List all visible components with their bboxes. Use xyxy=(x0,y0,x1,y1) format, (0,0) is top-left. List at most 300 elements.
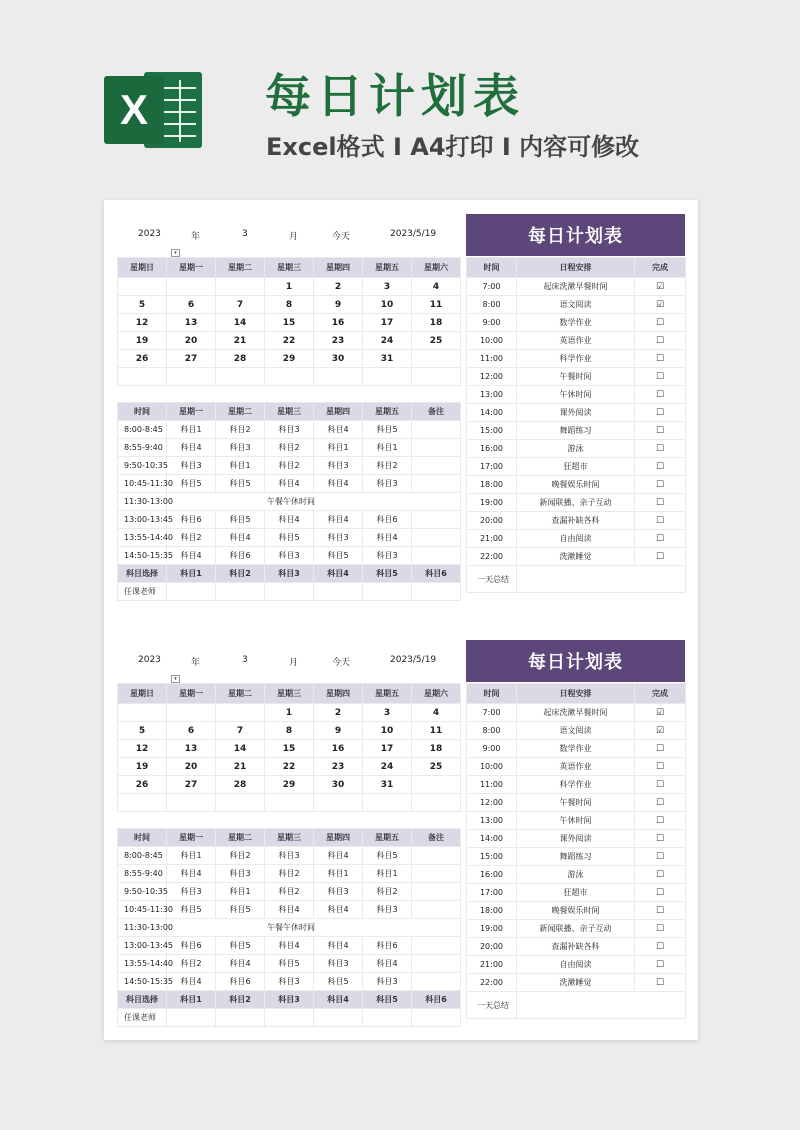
calendar-day[interactable] xyxy=(216,368,265,386)
schedule-cell[interactable]: 科目4 xyxy=(314,937,363,955)
plan-task[interactable]: 狂超市 xyxy=(517,884,635,902)
calendar-day[interactable]: 31 xyxy=(363,350,412,368)
schedule-cell[interactable]: 科目4 xyxy=(265,937,314,955)
teacher-cell[interactable] xyxy=(314,1009,363,1027)
checkbox-icon[interactable]: ☐ xyxy=(655,905,665,916)
plan-task[interactable]: 起床洗漱早餐时间 xyxy=(517,704,635,722)
calendar-day[interactable]: 24 xyxy=(363,332,412,350)
schedule-cell[interactable]: 14:50-15:35 xyxy=(118,973,167,991)
calendar-day[interactable] xyxy=(412,368,461,386)
schedule-cell[interactable]: 科目3 xyxy=(363,973,412,991)
plan-task[interactable]: 洗漱睡觉 xyxy=(517,548,635,566)
calendar-day[interactable]: 30 xyxy=(314,776,363,794)
calendar-day[interactable]: 16 xyxy=(314,740,363,758)
calendar-day[interactable] xyxy=(412,776,461,794)
schedule-cell[interactable]: 科目5 xyxy=(265,529,314,547)
schedule-cell[interactable]: 科目3 xyxy=(265,847,314,865)
schedule-cell[interactable]: 科目6 xyxy=(363,937,412,955)
calendar-day[interactable]: 23 xyxy=(314,758,363,776)
schedule-cell[interactable]: 8:55-9:40 xyxy=(118,439,167,457)
calendar-day[interactable]: 28 xyxy=(216,776,265,794)
calendar-day[interactable]: 26 xyxy=(118,350,167,368)
schedule-cell[interactable] xyxy=(412,865,461,883)
plan-done-checkbox[interactable] xyxy=(635,740,686,758)
plan-done-checkbox[interactable] xyxy=(635,956,686,974)
schedule-cell[interactable]: 13:55-14:40 xyxy=(118,955,167,973)
year-value[interactable]: 2023 xyxy=(138,655,161,665)
schedule-cell[interactable]: 科目6 xyxy=(216,547,265,565)
checkbox-icon[interactable]: ☐ xyxy=(655,515,665,526)
plan-task[interactable]: 新闻联播、亲子互动 xyxy=(517,920,635,938)
plan-task[interactable]: 课外阅读 xyxy=(517,830,635,848)
schedule-cell[interactable]: 科目1 xyxy=(216,457,265,475)
checkbox-icon[interactable]: ☐ xyxy=(655,389,665,400)
schedule-cell[interactable]: 科目3 xyxy=(265,547,314,565)
schedule-cell[interactable]: 科目5 xyxy=(314,973,363,991)
calendar-day[interactable]: 5 xyxy=(118,296,167,314)
schedule-cell[interactable]: 科目4 xyxy=(265,511,314,529)
calendar-day[interactable]: 15 xyxy=(265,314,314,332)
schedule-cell[interactable]: 科目3 xyxy=(363,547,412,565)
checkbox-icon[interactable]: ☑ xyxy=(655,707,665,718)
schedule-cell[interactable]: 8:00-8:45 xyxy=(118,847,167,865)
calendar-day[interactable] xyxy=(265,794,314,812)
calendar-day[interactable]: 4 xyxy=(412,704,461,722)
month-value[interactable]: 3 xyxy=(242,655,248,665)
plan-task[interactable]: 数学作业 xyxy=(517,314,635,332)
schedule-cell[interactable] xyxy=(412,439,461,457)
checkbox-icon[interactable]: ☐ xyxy=(655,497,665,508)
subject-select-cell[interactable]: 科目选择 xyxy=(118,991,167,1009)
schedule-cell[interactable] xyxy=(412,457,461,475)
schedule-cell[interactable] xyxy=(412,529,461,547)
schedule-cell[interactable] xyxy=(412,901,461,919)
checkbox-icon[interactable]: ☐ xyxy=(655,533,665,544)
calendar-day[interactable] xyxy=(167,794,216,812)
schedule-cell[interactable] xyxy=(412,955,461,973)
calendar-day[interactable] xyxy=(363,794,412,812)
checkbox-icon[interactable]: ☐ xyxy=(655,923,665,934)
plan-done-checkbox[interactable] xyxy=(635,938,686,956)
calendar-day[interactable]: 1 xyxy=(265,278,314,296)
subject-select-cell[interactable]: 科目4 xyxy=(314,565,363,583)
schedule-cell[interactable]: 科目6 xyxy=(363,511,412,529)
plan-task[interactable]: 查漏补缺各科 xyxy=(517,512,635,530)
plan-task[interactable]: 游泳 xyxy=(517,440,635,458)
dropdown-arrow-icon[interactable]: ▾ xyxy=(171,675,180,683)
calendar-day[interactable]: 15 xyxy=(265,740,314,758)
calendar-day[interactable]: 3 xyxy=(363,278,412,296)
calendar-day[interactable]: 23 xyxy=(314,332,363,350)
year-value[interactable]: 2023 xyxy=(138,229,161,239)
schedule-cell[interactable]: 13:00-13:45 xyxy=(118,937,167,955)
plan-done-checkbox[interactable] xyxy=(635,512,686,530)
schedule-cell[interactable]: 科目5 xyxy=(314,547,363,565)
plan-task[interactable]: 狂超市 xyxy=(517,458,635,476)
calendar-day[interactable]: 16 xyxy=(314,314,363,332)
calendar-day[interactable]: 12 xyxy=(118,740,167,758)
plan-done-checkbox[interactable] xyxy=(635,458,686,476)
plan-done-checkbox[interactable] xyxy=(635,296,686,314)
schedule-cell[interactable]: 科目4 xyxy=(314,475,363,493)
calendar-day[interactable]: 11 xyxy=(412,296,461,314)
plan-task[interactable]: 语文阅读 xyxy=(517,722,635,740)
checkbox-icon[interactable]: ☐ xyxy=(655,335,665,346)
plan-task[interactable]: 科学作业 xyxy=(517,776,635,794)
subject-select-cell[interactable]: 科目6 xyxy=(412,565,461,583)
calendar-day[interactable]: 18 xyxy=(412,740,461,758)
calendar-day[interactable] xyxy=(216,704,265,722)
plan-done-checkbox[interactable] xyxy=(635,332,686,350)
schedule-cell[interactable]: 科目5 xyxy=(167,475,216,493)
calendar-day[interactable] xyxy=(363,368,412,386)
checkbox-icon[interactable]: ☐ xyxy=(655,851,665,862)
schedule-cell[interactable]: 科目3 xyxy=(167,883,216,901)
schedule-cell[interactable]: 科目5 xyxy=(216,937,265,955)
schedule-cell[interactable] xyxy=(412,475,461,493)
calendar-day[interactable] xyxy=(118,704,167,722)
teacher-cell[interactable] xyxy=(216,583,265,601)
calendar-day[interactable]: 10 xyxy=(363,296,412,314)
plan-task[interactable]: 晚餐娱乐时间 xyxy=(517,476,635,494)
teacher-cell[interactable] xyxy=(412,1009,461,1027)
schedule-cell[interactable]: 科目4 xyxy=(167,439,216,457)
calendar-day[interactable]: 2 xyxy=(314,278,363,296)
calendar-day[interactable]: 2 xyxy=(314,704,363,722)
schedule-cell[interactable]: 科目3 xyxy=(265,421,314,439)
checkbox-icon[interactable]: ☐ xyxy=(655,815,665,826)
checkbox-icon[interactable]: ☑ xyxy=(655,281,665,292)
plan-done-checkbox[interactable] xyxy=(635,848,686,866)
schedule-cell[interactable]: 科目2 xyxy=(216,421,265,439)
schedule-cell[interactable]: 科目2 xyxy=(265,457,314,475)
schedule-cell[interactable]: 科目4 xyxy=(216,529,265,547)
schedule-cell[interactable]: 科目2 xyxy=(363,883,412,901)
teacher-cell[interactable] xyxy=(314,583,363,601)
plan-done-checkbox[interactable] xyxy=(635,494,686,512)
plan-done-checkbox[interactable] xyxy=(635,548,686,566)
plan-task[interactable]: 午休时间 xyxy=(517,386,635,404)
plan-done-checkbox[interactable] xyxy=(635,404,686,422)
calendar-day[interactable]: 4 xyxy=(412,278,461,296)
schedule-cell[interactable]: 科目2 xyxy=(265,439,314,457)
schedule-cell[interactable]: 10:45-11:30 xyxy=(118,901,167,919)
teacher-cell[interactable] xyxy=(167,583,216,601)
calendar-day[interactable]: 29 xyxy=(265,350,314,368)
checkbox-icon[interactable]: ☐ xyxy=(655,833,665,844)
checkbox-icon[interactable]: ☐ xyxy=(655,797,665,808)
plan-task[interactable]: 英语作业 xyxy=(517,332,635,350)
checkbox-icon[interactable]: ☐ xyxy=(655,461,665,472)
calendar-day[interactable]: 27 xyxy=(167,776,216,794)
calendar-day[interactable]: 30 xyxy=(314,350,363,368)
schedule-cell[interactable]: 科目2 xyxy=(265,883,314,901)
calendar-day[interactable]: 12 xyxy=(118,314,167,332)
plan-task[interactable]: 洗漱睡觉 xyxy=(517,974,635,992)
plan-task[interactable]: 晚餐娱乐时间 xyxy=(517,902,635,920)
schedule-cell[interactable]: 科目4 xyxy=(363,955,412,973)
schedule-cell[interactable]: 科目4 xyxy=(167,865,216,883)
schedule-cell[interactable]: 8:55-9:40 xyxy=(118,865,167,883)
schedule-cell[interactable]: 科目4 xyxy=(314,421,363,439)
plan-done-checkbox[interactable] xyxy=(635,794,686,812)
calendar-day[interactable]: 14 xyxy=(216,740,265,758)
calendar-day[interactable] xyxy=(167,704,216,722)
schedule-cell[interactable]: 科目3 xyxy=(265,973,314,991)
plan-done-checkbox[interactable] xyxy=(635,974,686,992)
schedule-cell[interactable]: 科目5 xyxy=(265,955,314,973)
checkbox-icon[interactable]: ☐ xyxy=(655,959,665,970)
teacher-cell[interactable] xyxy=(167,1009,216,1027)
schedule-cell[interactable] xyxy=(412,547,461,565)
schedule-cell[interactable]: 科目4 xyxy=(167,973,216,991)
subject-select-cell[interactable]: 科目4 xyxy=(314,991,363,1009)
calendar-day[interactable] xyxy=(167,278,216,296)
schedule-cell[interactable]: 科目4 xyxy=(314,901,363,919)
plan-task[interactable]: 英语作业 xyxy=(517,758,635,776)
plan-done-checkbox[interactable] xyxy=(635,812,686,830)
checkbox-icon[interactable]: ☐ xyxy=(655,761,665,772)
teacher-cell[interactable] xyxy=(363,1009,412,1027)
summary-cell[interactable] xyxy=(517,992,686,1019)
schedule-cell[interactable]: 科目2 xyxy=(265,865,314,883)
checkbox-icon[interactable]: ☑ xyxy=(655,299,665,310)
teacher-cell[interactable] xyxy=(412,583,461,601)
schedule-cell[interactable]: 科目3 xyxy=(314,529,363,547)
checkbox-icon[interactable]: ☐ xyxy=(655,887,665,898)
teacher-cell[interactable] xyxy=(265,583,314,601)
calendar-day[interactable]: 19 xyxy=(118,332,167,350)
calendar-day[interactable]: 20 xyxy=(167,332,216,350)
checkbox-icon[interactable]: ☐ xyxy=(655,407,665,418)
schedule-cell[interactable]: 科目4 xyxy=(216,955,265,973)
plan-task[interactable]: 新闻联播、亲子互动 xyxy=(517,494,635,512)
calendar-day[interactable]: 29 xyxy=(265,776,314,794)
schedule-cell[interactable] xyxy=(412,883,461,901)
calendar-day[interactable]: 9 xyxy=(314,722,363,740)
subject-select-cell[interactable]: 科目2 xyxy=(216,991,265,1009)
schedule-cell[interactable]: 10:45-11:30 xyxy=(118,475,167,493)
checkbox-icon[interactable]: ☐ xyxy=(655,425,665,436)
checkbox-icon[interactable]: ☐ xyxy=(655,353,665,364)
subject-select-cell[interactable]: 科目5 xyxy=(363,565,412,583)
schedule-cell[interactable]: 科目5 xyxy=(216,511,265,529)
plan-task[interactable]: 数学作业 xyxy=(517,740,635,758)
plan-task[interactable]: 自由阅读 xyxy=(517,530,635,548)
calendar-day[interactable]: 22 xyxy=(265,758,314,776)
plan-done-checkbox[interactable] xyxy=(635,776,686,794)
checkbox-icon[interactable]: ☐ xyxy=(655,551,665,562)
plan-task[interactable]: 舞蹈练习 xyxy=(517,422,635,440)
schedule-cell[interactable]: 13:55-14:40 xyxy=(118,529,167,547)
plan-done-checkbox[interactable] xyxy=(635,530,686,548)
plan-done-checkbox[interactable] xyxy=(635,830,686,848)
calendar-day[interactable]: 5 xyxy=(118,722,167,740)
plan-done-checkbox[interactable] xyxy=(635,758,686,776)
schedule-cell[interactable]: 科目3 xyxy=(216,865,265,883)
subject-select-cell[interactable]: 科目6 xyxy=(412,991,461,1009)
schedule-cell[interactable]: 科目3 xyxy=(314,883,363,901)
calendar-day[interactable]: 19 xyxy=(118,758,167,776)
plan-task[interactable]: 游泳 xyxy=(517,866,635,884)
schedule-cell[interactable]: 14:50-15:35 xyxy=(118,547,167,565)
plan-done-checkbox[interactable] xyxy=(635,476,686,494)
calendar-day[interactable] xyxy=(216,794,265,812)
calendar-day[interactable]: 8 xyxy=(265,296,314,314)
calendar-day[interactable]: 9 xyxy=(314,296,363,314)
plan-done-checkbox[interactable] xyxy=(635,866,686,884)
calendar-day[interactable]: 24 xyxy=(363,758,412,776)
plan-task[interactable]: 语文阅读 xyxy=(517,296,635,314)
calendar-day[interactable] xyxy=(412,794,461,812)
plan-task[interactable]: 起床洗漱早餐时间 xyxy=(517,278,635,296)
plan-task[interactable]: 舞蹈练习 xyxy=(517,848,635,866)
schedule-cell[interactable] xyxy=(412,973,461,991)
calendar-day[interactable]: 27 xyxy=(167,350,216,368)
plan-task[interactable]: 午休时间 xyxy=(517,812,635,830)
schedule-cell[interactable]: 13:00-13:45 xyxy=(118,511,167,529)
calendar-day[interactable]: 13 xyxy=(167,740,216,758)
schedule-cell[interactable]: 科目3 xyxy=(363,901,412,919)
calendar-day[interactable]: 21 xyxy=(216,758,265,776)
schedule-cell[interactable]: 科目5 xyxy=(216,475,265,493)
subject-select-cell[interactable]: 科目2 xyxy=(216,565,265,583)
month-value[interactable]: 3 xyxy=(242,229,248,239)
schedule-cell[interactable]: 科目4 xyxy=(167,547,216,565)
schedule-cell[interactable]: 科目4 xyxy=(265,475,314,493)
schedule-cell[interactable]: 9:50-10:35 xyxy=(118,457,167,475)
calendar-day[interactable]: 1 xyxy=(265,704,314,722)
calendar-day[interactable]: 8 xyxy=(265,722,314,740)
calendar-day[interactable] xyxy=(314,794,363,812)
calendar-day[interactable]: 21 xyxy=(216,332,265,350)
plan-done-checkbox[interactable] xyxy=(635,884,686,902)
plan-task[interactable]: 科学作业 xyxy=(517,350,635,368)
checkbox-icon[interactable]: ☐ xyxy=(655,941,665,952)
schedule-cell[interactable]: 科目3 xyxy=(216,439,265,457)
plan-task[interactable]: 课外阅读 xyxy=(517,404,635,422)
plan-done-checkbox[interactable] xyxy=(635,920,686,938)
schedule-cell[interactable]: 科目2 xyxy=(167,529,216,547)
schedule-cell[interactable] xyxy=(412,511,461,529)
checkbox-icon[interactable]: ☐ xyxy=(655,479,665,490)
checkbox-icon[interactable]: ☐ xyxy=(655,977,665,988)
dropdown-arrow-icon[interactable]: ▾ xyxy=(171,249,180,257)
calendar-day[interactable]: 26 xyxy=(118,776,167,794)
calendar-day[interactable] xyxy=(265,368,314,386)
schedule-cell[interactable] xyxy=(412,421,461,439)
schedule-cell[interactable]: 科目4 xyxy=(363,529,412,547)
schedule-cell[interactable] xyxy=(412,937,461,955)
subject-select-cell[interactable]: 科目1 xyxy=(167,991,216,1009)
subject-select-cell[interactable]: 科目3 xyxy=(265,991,314,1009)
schedule-cell[interactable]: 科目3 xyxy=(363,475,412,493)
teacher-cell[interactable] xyxy=(265,1009,314,1027)
schedule-cell[interactable]: 科目2 xyxy=(167,955,216,973)
calendar-day[interactable] xyxy=(412,350,461,368)
schedule-cell[interactable]: 科目3 xyxy=(314,457,363,475)
calendar-day[interactable]: 3 xyxy=(363,704,412,722)
plan-task[interactable]: 午餐时间 xyxy=(517,368,635,386)
plan-task[interactable]: 午餐时间 xyxy=(517,794,635,812)
schedule-cell[interactable]: 科目4 xyxy=(314,511,363,529)
subject-select-cell[interactable]: 科目选择 xyxy=(118,565,167,583)
teacher-cell[interactable] xyxy=(363,583,412,601)
schedule-cell[interactable]: 9:50-10:35 xyxy=(118,883,167,901)
plan-done-checkbox[interactable] xyxy=(635,278,686,296)
plan-done-checkbox[interactable] xyxy=(635,704,686,722)
calendar-day[interactable]: 25 xyxy=(412,332,461,350)
schedule-cell[interactable]: 科目6 xyxy=(167,937,216,955)
schedule-cell[interactable] xyxy=(412,847,461,865)
schedule-cell[interactable]: 科目4 xyxy=(314,847,363,865)
calendar-day[interactable] xyxy=(216,278,265,296)
schedule-cell[interactable]: 8:00-8:45 xyxy=(118,421,167,439)
plan-done-checkbox[interactable] xyxy=(635,386,686,404)
checkbox-icon[interactable]: ☐ xyxy=(655,443,665,454)
checkbox-icon[interactable]: ☐ xyxy=(655,779,665,790)
calendar-day[interactable]: 17 xyxy=(363,740,412,758)
schedule-cell[interactable]: 科目5 xyxy=(216,901,265,919)
schedule-cell[interactable]: 科目6 xyxy=(167,511,216,529)
checkbox-icon[interactable]: ☐ xyxy=(655,743,665,754)
calendar-day[interactable] xyxy=(118,278,167,296)
plan-done-checkbox[interactable] xyxy=(635,422,686,440)
schedule-cell[interactable]: 科目1 xyxy=(167,421,216,439)
plan-done-checkbox[interactable] xyxy=(635,368,686,386)
plan-task[interactable]: 查漏补缺各科 xyxy=(517,938,635,956)
schedule-cell[interactable]: 科目1 xyxy=(314,865,363,883)
calendar-day[interactable]: 6 xyxy=(167,722,216,740)
calendar-day[interactable]: 13 xyxy=(167,314,216,332)
subject-select-cell[interactable]: 科目1 xyxy=(167,565,216,583)
plan-done-checkbox[interactable] xyxy=(635,350,686,368)
schedule-cell[interactable]: 科目1 xyxy=(167,847,216,865)
plan-done-checkbox[interactable] xyxy=(635,722,686,740)
calendar-day[interactable]: 11 xyxy=(412,722,461,740)
calendar-day[interactable]: 7 xyxy=(216,722,265,740)
plan-done-checkbox[interactable] xyxy=(635,314,686,332)
summary-cell[interactable] xyxy=(517,566,686,593)
schedule-cell[interactable]: 科目3 xyxy=(167,457,216,475)
plan-task[interactable]: 自由阅读 xyxy=(517,956,635,974)
calendar-day[interactable] xyxy=(118,368,167,386)
calendar-day[interactable]: 28 xyxy=(216,350,265,368)
calendar-day[interactable]: 17 xyxy=(363,314,412,332)
calendar-day[interactable]: 20 xyxy=(167,758,216,776)
calendar-day[interactable] xyxy=(314,368,363,386)
schedule-cell[interactable]: 科目5 xyxy=(363,421,412,439)
checkbox-icon[interactable]: ☑ xyxy=(655,725,665,736)
schedule-cell[interactable]: 科目2 xyxy=(216,847,265,865)
schedule-cell[interactable]: 科目4 xyxy=(265,901,314,919)
checkbox-icon[interactable]: ☐ xyxy=(655,371,665,382)
schedule-cell[interactable]: 科目5 xyxy=(363,847,412,865)
schedule-cell[interactable]: 科目5 xyxy=(167,901,216,919)
calendar-day[interactable] xyxy=(118,794,167,812)
calendar-day[interactable] xyxy=(167,368,216,386)
calendar-day[interactable]: 25 xyxy=(412,758,461,776)
checkbox-icon[interactable]: ☐ xyxy=(655,869,665,880)
plan-done-checkbox[interactable] xyxy=(635,902,686,920)
calendar-day[interactable]: 10 xyxy=(363,722,412,740)
calendar-day[interactable]: 6 xyxy=(167,296,216,314)
calendar-day[interactable]: 18 xyxy=(412,314,461,332)
plan-done-checkbox[interactable] xyxy=(635,440,686,458)
schedule-cell[interactable]: 科目3 xyxy=(314,955,363,973)
schedule-cell[interactable]: 科目1 xyxy=(363,439,412,457)
schedule-cell[interactable]: 科目1 xyxy=(314,439,363,457)
